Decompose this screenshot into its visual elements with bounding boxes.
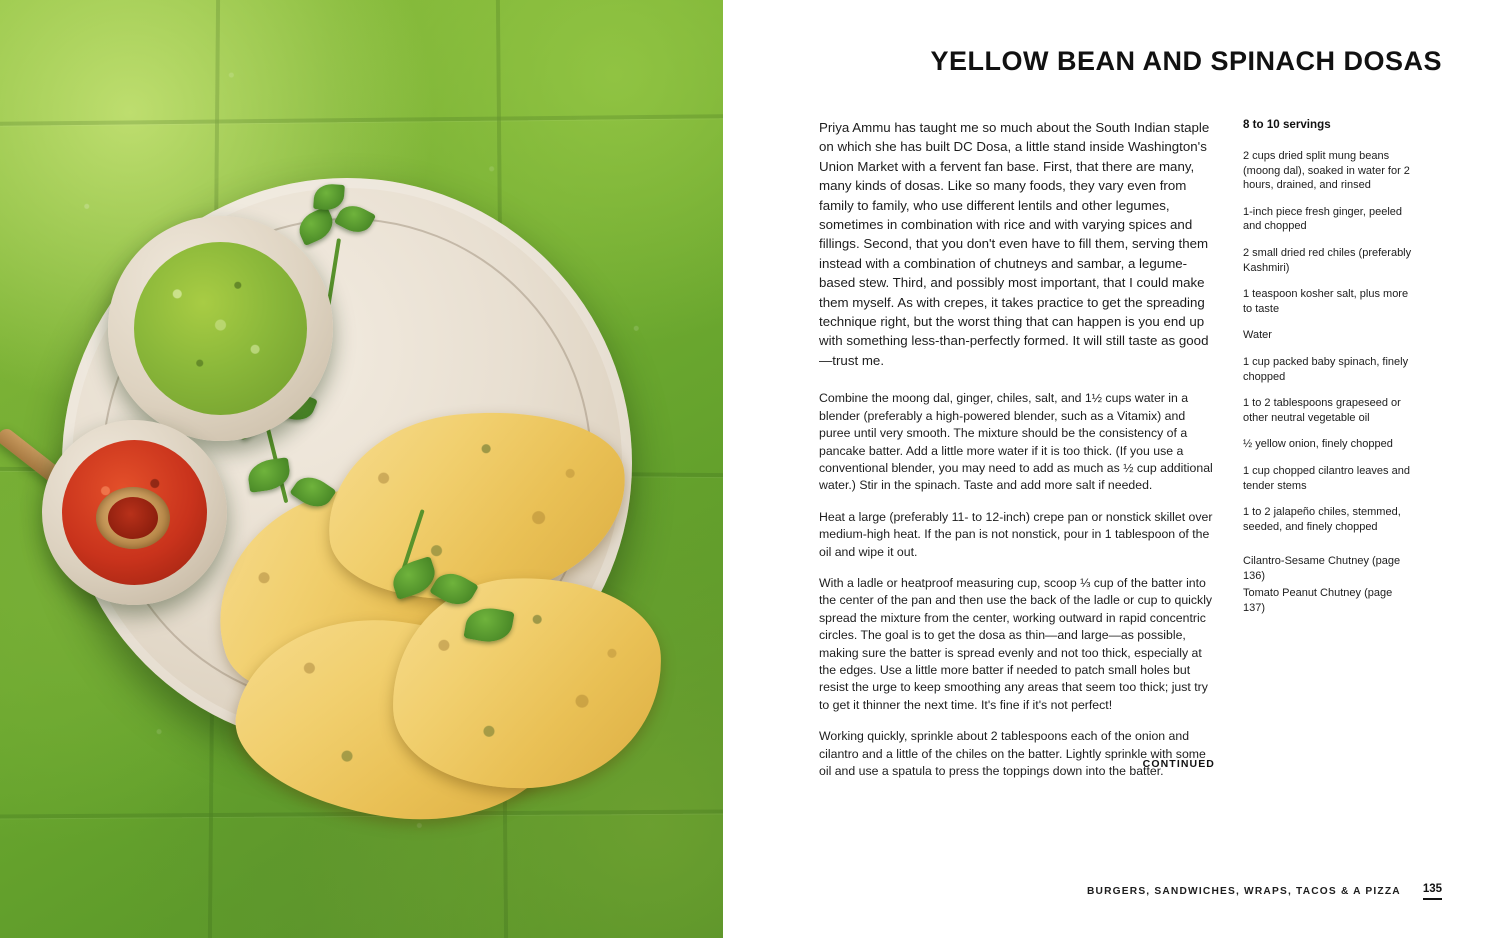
ingredient-item: ½ yellow onion, finely chopped [1243,438,1393,451]
page-title: YELLOW BEAN AND SPINACH DOSAS [930,46,1442,76]
headnote-paragraph: Priya Ammu has taught me so much about the South Indian staple on which she has built DC Dosa, a little stand inside Washington's Union Market with a fervent fan base. First, that there are many, many kinds of dosas. Like so many foods, they vary even from family to family, who use different lentils and other legumes, sometimes in combination with rice and with varying spices and fillings. Second, that you don't even have to fill them, serving them instead with a combination of chutneys and sambar, a legume-based stew. Third, and possibly most important, that I could make them myself. As with crepes, it takes practice to get the spreading technique right, but the worst thing that can happen is you end up with something less-than-perfectly formed. It will still taste as good—trust me. [819,120,1210,368]
related-recipe-link[interactable]: Tomato Peanut Chutney (page 137) [1243,587,1393,615]
step-paragraph: Heat a large (preferably 11- to 12-inch) crepe pan or nonstick skillet over medium-high heat. If the pan is not nonstick, pour in 1 tablespoon of the oil and wipe it out. [819,509,1213,559]
ingredient-item: Water [1243,329,1272,342]
continued-label: CONTINUED [1142,758,1215,770]
ingredient-item: 1 cup packed baby spinach, finely chopped [1243,355,1409,383]
cilantro-leaf [313,183,345,211]
step-paragraph: Working quickly, sprinkle about 2 tablespoons each of the onion and cilantro and a little of the chiles on the batter. Lightly sprinkle with some oil and use a spatula to press the toppings down into the batter. [819,729,1206,778]
ingredient-item: 2 cups dried split mung beans (moong dal), soaked in water for 2 hours, drained, and rinsed [1243,150,1410,192]
related-recipes [1243,554,1413,615]
text-columns [819,118,1442,794]
recipe-photograph [0,0,723,938]
ingredients-column [1243,118,1413,794]
page-footer [819,883,1442,900]
ingredient-item: 1 cup chopped cilantro leaves and tender stems [1243,464,1410,492]
ingredient-item: 1 to 2 tablespoons grapeseed or other neutral vegetable oil [1243,397,1401,424]
servings-yield: 8 to 10 servings [1243,118,1331,131]
green-chutney [134,242,307,415]
ingredient-item: 1 teaspoon kosher salt, plus more to taste [1243,288,1409,315]
chapter-title: BURGERS, SANDWICHES, WRAPS, TACOS & A PIZZA [1086,886,1401,897]
recipe-text-page [723,0,1500,938]
page-number: 135 [1423,883,1442,900]
step-paragraph: Combine the moong dal, ginger, chiles, salt, and 1½ cups water in a blender (preferably a high-powered blender, such as a Vitamix) and puree until very smooth. The mixture should be the consistency of a pancake batter. Add a little more water if it is too thick. (If you use a conventional blender, you may need to add as much as ½ cup additional water.) Stir in the spinach. Taste and add more salt if needed. [819,391,1213,493]
cilantro-sesame-chutney-bowl [108,216,333,441]
ingredient-item: 1 to 2 jalapeño chiles, stemmed, seeded, and finely chopped [1243,506,1401,533]
spoon-bowl [96,487,170,549]
ingredient-item: 1-inch piece fresh ginger, peeled and chopped [1243,205,1402,233]
ingredient-item: 2 small dried red chiles (preferably Kashmiri) [1243,246,1412,274]
instructions-column [819,118,1215,794]
step-paragraph: With a ladle or heatproof measuring cup, scoop ⅓ cup of the batter into the center of the pan and then use the back of the ladle or cup to quickly spread the mixture from the center, working outward in rapid concentric circles. The goal is to get the dosa as thin—and large—as possible, making sure the batter is spread evenly and not too thick, especially at the edges. Use a little more batter if needed to patch small holes but resist the urge to keep smoothing any areas that seem too thick; just try to get it thinner the next time. It's fine if it's not perfect! [819,575,1213,712]
related-recipe-link[interactable]: Cilantro-Sesame Chutney (page 136) [1243,555,1401,582]
